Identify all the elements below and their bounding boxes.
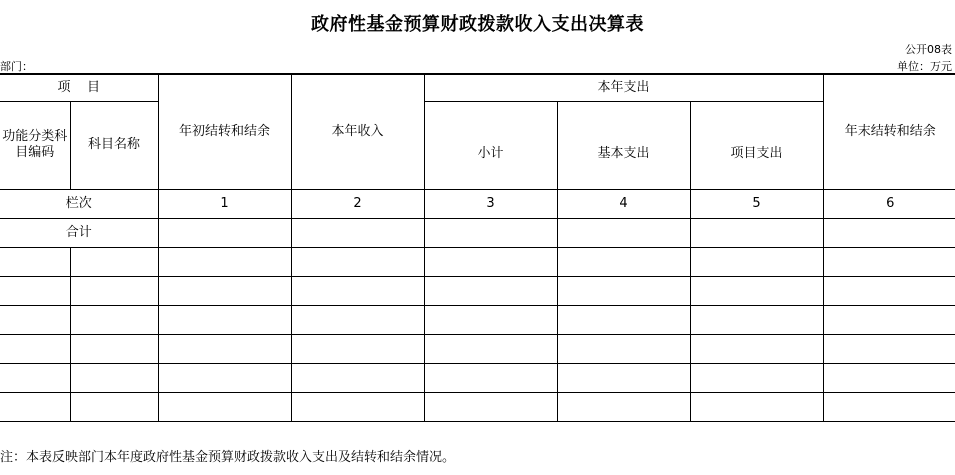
table-cell [557,392,690,421]
table-cell [0,334,70,363]
table-cell [424,363,557,392]
table-cell [823,218,955,247]
table-row [0,334,955,363]
table-cell [690,247,823,276]
table-cell [557,218,690,247]
table-row [0,363,955,392]
department-label: 部门： [0,60,33,73]
table-cell [823,305,955,334]
table-cell [0,247,70,276]
unit-label: 单位：万元 [897,60,952,73]
budget-table [0,73,955,422]
table-cell [158,363,291,392]
table-cell [158,218,291,247]
table-cell [291,334,424,363]
table-cell [291,305,424,334]
table-row [0,305,955,334]
table-cell [291,218,424,247]
column-number: 4 [557,189,690,218]
column-number: 3 [424,189,557,218]
table-cell [557,334,690,363]
table-row [0,247,955,276]
table-cell [158,305,291,334]
table-cell [823,276,955,305]
table-cell [158,276,291,305]
table-cell [823,334,955,363]
table-cell [158,334,291,363]
header-expense-group: 本年支出 [424,74,823,101]
column-number: 1 [158,189,291,218]
table-cell [424,218,557,247]
header-subtotal: 小计 [424,101,557,189]
table-cell [0,392,70,421]
page-title: 政府性基金预算财政拨款收入支出决算表 [311,14,644,35]
table-cell [291,276,424,305]
table-cell [690,276,823,305]
table-cell [557,305,690,334]
table-cell [70,334,158,363]
table-cell [158,247,291,276]
table-cell [424,247,557,276]
table-cell [424,334,557,363]
table-cell [424,305,557,334]
table-cell [424,392,557,421]
table-cell [291,392,424,421]
table-cell [291,363,424,392]
table-cell [70,363,158,392]
table-cell [70,392,158,421]
table-cell [690,305,823,334]
table-cell [557,247,690,276]
column-index-row [0,189,955,218]
table-cell [823,392,955,421]
table-cell [690,363,823,392]
table-cell [0,305,70,334]
header-item: 项 目 [0,74,158,101]
footnote: 注：本表反映部门本年度政府性基金预算财政拨款收入支出及结转和结余情况。 [0,450,456,465]
column-number: 2 [291,189,424,218]
header-income: 本年收入 [291,74,424,189]
table-cell [70,247,158,276]
header-project: 项目支出 [690,101,823,189]
column-index-label: 栏次 [0,189,158,218]
table-cell [557,276,690,305]
table-cell [823,247,955,276]
table-row [0,276,955,305]
header-subject-name: 科目名称 [70,101,158,189]
column-number: 6 [823,189,955,218]
table-cell [690,218,823,247]
table-cell [690,392,823,421]
table-cell [424,276,557,305]
table-cell [0,276,70,305]
table-cell [70,305,158,334]
table-cell [0,363,70,392]
table-cell [70,276,158,305]
table-cell [823,363,955,392]
header-basic: 基本支出 [557,101,690,189]
table-row [0,392,955,421]
table-cell [158,392,291,421]
table-cell [690,334,823,363]
table-cell [557,363,690,392]
header-func-code: 功能分类科目编码 [0,101,70,189]
header-carry-end: 年末结转和结余 [823,74,955,189]
header-carry-begin: 年初结转和结余 [158,74,291,189]
total-row [0,218,955,247]
form-number: 公开08表 [905,43,952,56]
table-cell [291,247,424,276]
total-label: 合计 [0,218,158,247]
column-number: 5 [690,189,823,218]
